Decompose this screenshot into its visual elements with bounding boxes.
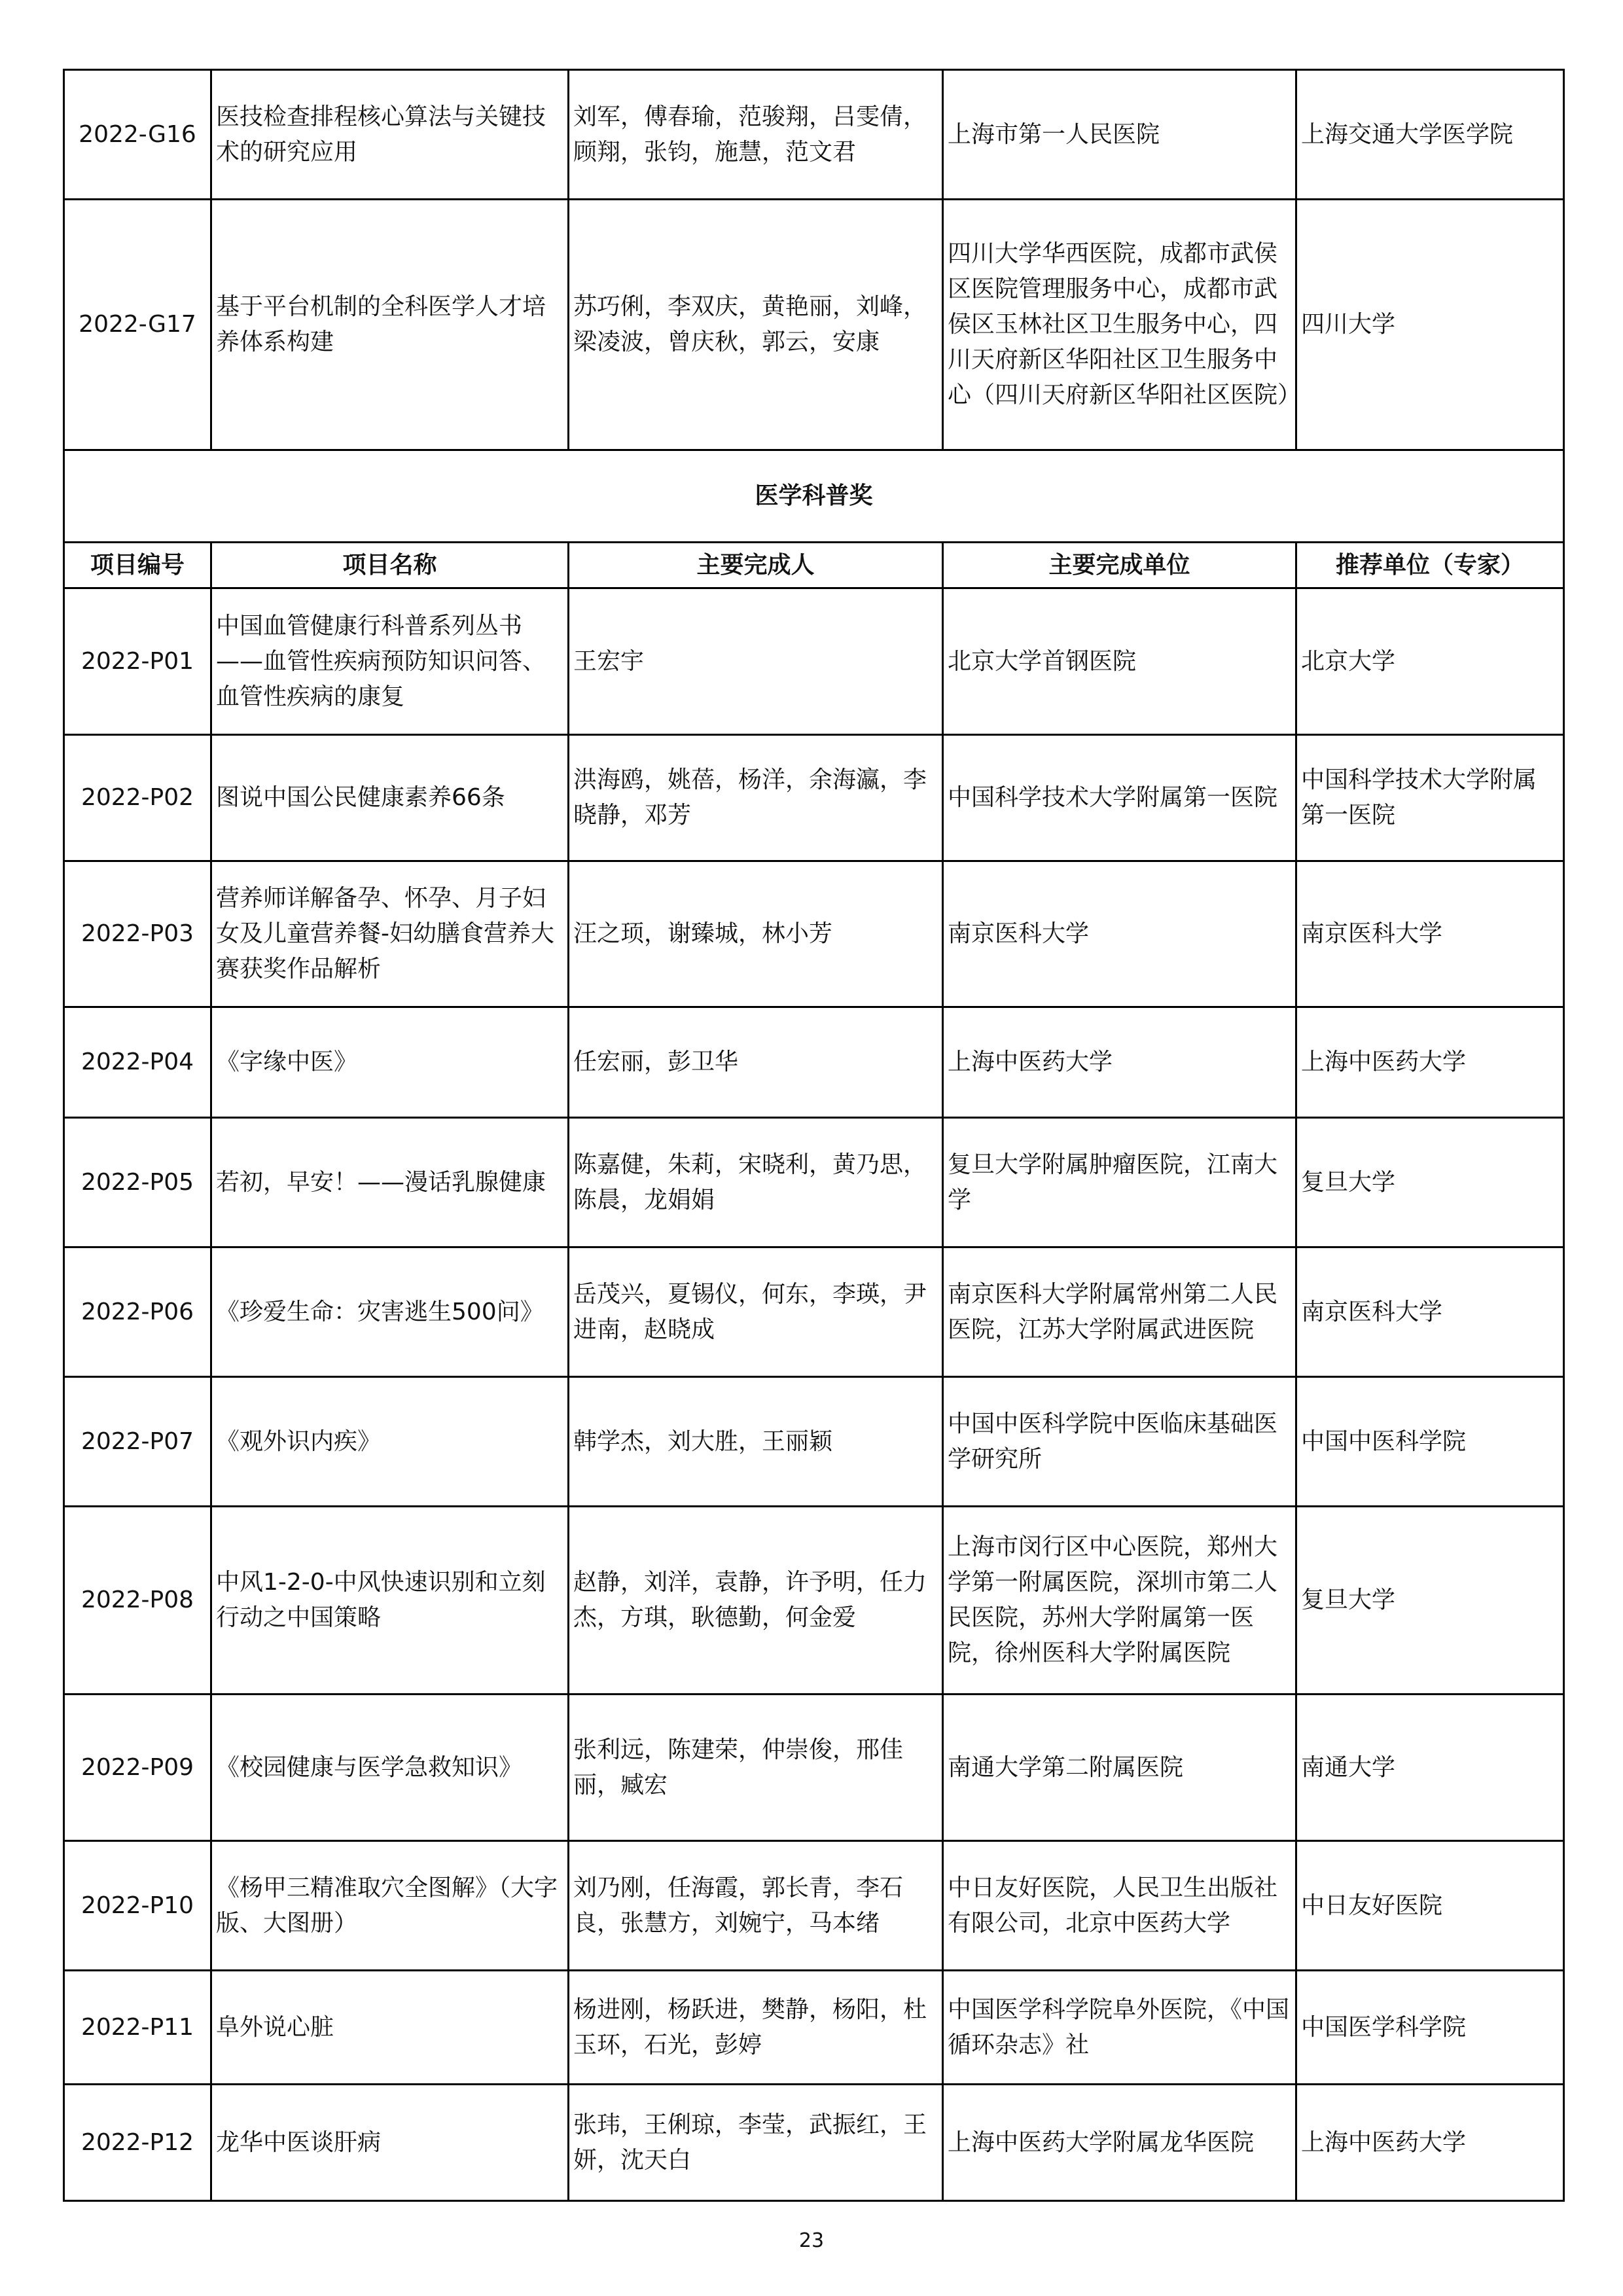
project-name-cell: 《校园健康与医学急救知识》 — [211, 1695, 569, 1841]
main-units-cell: 中国科学技术大学附属第一医院 — [943, 735, 1296, 861]
main-contributors-cell: 杨进刚，杨跃进，樊静，杨阳，杜玉环，石光，彭婷 — [569, 1971, 943, 2085]
recommending-unit-cell: 南京医科大学 — [1296, 861, 1564, 1007]
table-row — [64, 200, 1564, 450]
table-row — [64, 588, 1564, 735]
project-name-cell: 基于平台机制的全科医学人才培养体系构建 — [211, 200, 569, 450]
main-units-cell: 中国中医科学院中医临床基础医学研究所 — [943, 1377, 1296, 1507]
project-name-cell: 营养师详解备孕、怀孕、月子妇女及儿童营养餐-妇幼膳食营养大赛获奖作品解析 — [211, 861, 569, 1007]
project-name-cell: 中国血管健康行科普系列丛书——血管性疾病预防知识问答、血管性疾病的康复 — [211, 588, 569, 735]
main-units-cell: 南通大学第二附属医院 — [943, 1695, 1296, 1841]
main-contributors-cell: 洪海鸥，姚蓓，杨洋，余海瀛，李晓静，邓芳 — [569, 735, 943, 861]
project-code-cell: 2022-P11 — [64, 1971, 211, 2085]
project-code-cell: 2022-P06 — [64, 1247, 211, 1377]
recommending-unit-cell: 复旦大学 — [1296, 1118, 1564, 1247]
column-header-main-units: 主要完成单位 — [943, 543, 1296, 588]
main-contributors-cell: 汪之顼，谢臻城，林小芳 — [569, 861, 943, 1007]
recommending-unit-cell: 四川大学 — [1296, 200, 1564, 450]
awards-table — [63, 69, 1565, 2202]
table-row — [64, 70, 1564, 200]
main-contributors-cell: 苏巧俐，李双庆，黄艳丽，刘峰，梁凌波，曾庆秋，郭云，安康 — [569, 200, 943, 450]
recommending-unit-cell: 北京大学 — [1296, 588, 1564, 735]
recommending-unit-cell: 中国科学技术大学附属第一医院 — [1296, 735, 1564, 861]
table-row — [64, 861, 1564, 1007]
recommending-unit-cell: 复旦大学 — [1296, 1507, 1564, 1695]
main-units-cell: 北京大学首钢医院 — [943, 588, 1296, 735]
project-code-cell: 2022-P07 — [64, 1377, 211, 1507]
recommending-unit-cell: 中日友好医院 — [1296, 1841, 1564, 1971]
main-units-cell: 上海中医药大学附属龙华医院 — [943, 2085, 1296, 2201]
project-code-cell: 2022-P02 — [64, 735, 211, 861]
column-header-main-contributors: 主要完成人 — [569, 543, 943, 588]
column-header-project-code: 项目编号 — [64, 543, 211, 588]
main-contributors-cell: 张利远，陈建荣，仲崇俊，邢佳丽，臧宏 — [569, 1695, 943, 1841]
project-name-cell: 中风1-2-0-中风快速识别和立刻行动之中国策略 — [211, 1507, 569, 1695]
table-row — [64, 1247, 1564, 1377]
page-number: 23 — [798, 2229, 825, 2252]
main-units-cell: 四川大学华西医院，成都市武侯区医院管理服务中心，成都市武侯区玉林社区卫生服务中心，四川天府新区华阳社区卫生服务中心（四川天府新区华阳社区医院） — [943, 200, 1296, 450]
project-name-cell: 《字缘中医》 — [211, 1007, 569, 1118]
main-contributors-cell: 赵静，刘洋，袁静，许予明，任力杰，方琪，耿德勤，何金爱 — [569, 1507, 943, 1695]
project-code-cell: 2022-P03 — [64, 861, 211, 1007]
main-units-cell: 上海中医药大学 — [943, 1007, 1296, 1118]
project-name-cell: 《珍爱生命：灾害逃生500问》 — [211, 1247, 569, 1377]
table-row — [64, 1507, 1564, 1695]
main-contributors-cell: 任宏丽，彭卫华 — [569, 1007, 943, 1118]
table-row — [64, 1695, 1564, 1841]
table-row — [64, 2085, 1564, 2201]
main-units-cell: 南京医科大学附属常州第二人民医院，江苏大学附属武进医院 — [943, 1247, 1296, 1377]
main-units-cell: 上海市第一人民医院 — [943, 70, 1296, 200]
recommending-unit-cell: 南通大学 — [1296, 1695, 1564, 1841]
main-contributors-cell: 韩学杰，刘大胜，王丽颖 — [569, 1377, 943, 1507]
project-code-cell: 2022-P04 — [64, 1007, 211, 1118]
project-name-cell: 龙华中医谈肝病 — [211, 2085, 569, 2201]
recommending-unit-cell: 上海中医药大学 — [1296, 2085, 1564, 2201]
table-row — [64, 1007, 1564, 1118]
section-title: 医学科普奖 — [64, 450, 1564, 543]
main-contributors-cell: 刘军，傅春瑜，范骏翔，吕雯倩，顾翔，张钧，施慧，范文君 — [569, 70, 943, 200]
project-code-cell: 2022-P01 — [64, 588, 211, 735]
main-contributors-cell: 王宏宇 — [569, 588, 943, 735]
recommending-unit-cell: 中国中医科学院 — [1296, 1377, 1564, 1507]
project-code-cell: 2022-P09 — [64, 1695, 211, 1841]
main-units-cell: 南京医科大学 — [943, 861, 1296, 1007]
project-code-cell: 2022-G17 — [64, 200, 211, 450]
project-code-cell: 2022-P12 — [64, 2085, 211, 2201]
main-contributors-cell: 刘乃刚，任海霞，郭长青，李石良，张慧方，刘婉宁，马本绪 — [569, 1841, 943, 1971]
recommending-unit-cell: 南京医科大学 — [1296, 1247, 1564, 1377]
main-contributors-cell: 陈嘉健，朱莉，宋晓利，黄乃思，陈晨，龙娟娟 — [569, 1118, 943, 1247]
table-row — [64, 1118, 1564, 1247]
project-code-cell: 2022-G16 — [64, 70, 211, 200]
table-row — [64, 1377, 1564, 1507]
main-units-cell: 中日友好医院，人民卫生出版社有限公司，北京中医药大学 — [943, 1841, 1296, 1971]
project-name-cell: 《观外识内疾》 — [211, 1377, 569, 1507]
column-header-recommending-unit: 推荐单位（专家） — [1296, 543, 1564, 588]
recommending-unit-cell: 上海中医药大学 — [1296, 1007, 1564, 1118]
main-units-cell: 上海市闵行区中心医院，郑州大学第一附属医院，深圳市第二人民医院，苏州大学附属第一医院，徐州医科大学附属医院 — [943, 1507, 1296, 1695]
main-contributors-cell: 张玮，王俐琼，李莹，武振红，王妍，沈天白 — [569, 2085, 943, 2201]
table-row — [64, 1841, 1564, 1971]
main-contributors-cell: 岳茂兴，夏锡仪，何东，李瑛，尹进南，赵晓成 — [569, 1247, 943, 1377]
table-row — [64, 735, 1564, 861]
project-name-cell: 阜外说心脏 — [211, 1971, 569, 2085]
column-header-project-name: 项目名称 — [211, 543, 569, 588]
table-header-row — [64, 543, 1564, 588]
main-units-cell: 复旦大学附属肿瘤医院，江南大学 — [943, 1118, 1296, 1247]
project-code-cell: 2022-P05 — [64, 1118, 211, 1247]
recommending-unit-cell: 中国医学科学院 — [1296, 1971, 1564, 2085]
project-code-cell: 2022-P10 — [64, 1841, 211, 1971]
section-row — [64, 450, 1564, 543]
main-units-cell: 中国医学科学院阜外医院，《中国循环杂志》社 — [943, 1971, 1296, 2085]
table-row — [64, 1971, 1564, 2085]
project-name-cell: 《杨甲三精准取穴全图解》（大字版、大图册） — [211, 1841, 569, 1971]
project-name-cell: 若初，早安！——漫话乳腺健康 — [211, 1118, 569, 1247]
project-code-cell: 2022-P08 — [64, 1507, 211, 1695]
project-name-cell: 医技检查排程核心算法与关键技术的研究应用 — [211, 70, 569, 200]
recommending-unit-cell: 上海交通大学医学院 — [1296, 70, 1564, 200]
project-name-cell: 图说中国公民健康素养66条 — [211, 735, 569, 861]
